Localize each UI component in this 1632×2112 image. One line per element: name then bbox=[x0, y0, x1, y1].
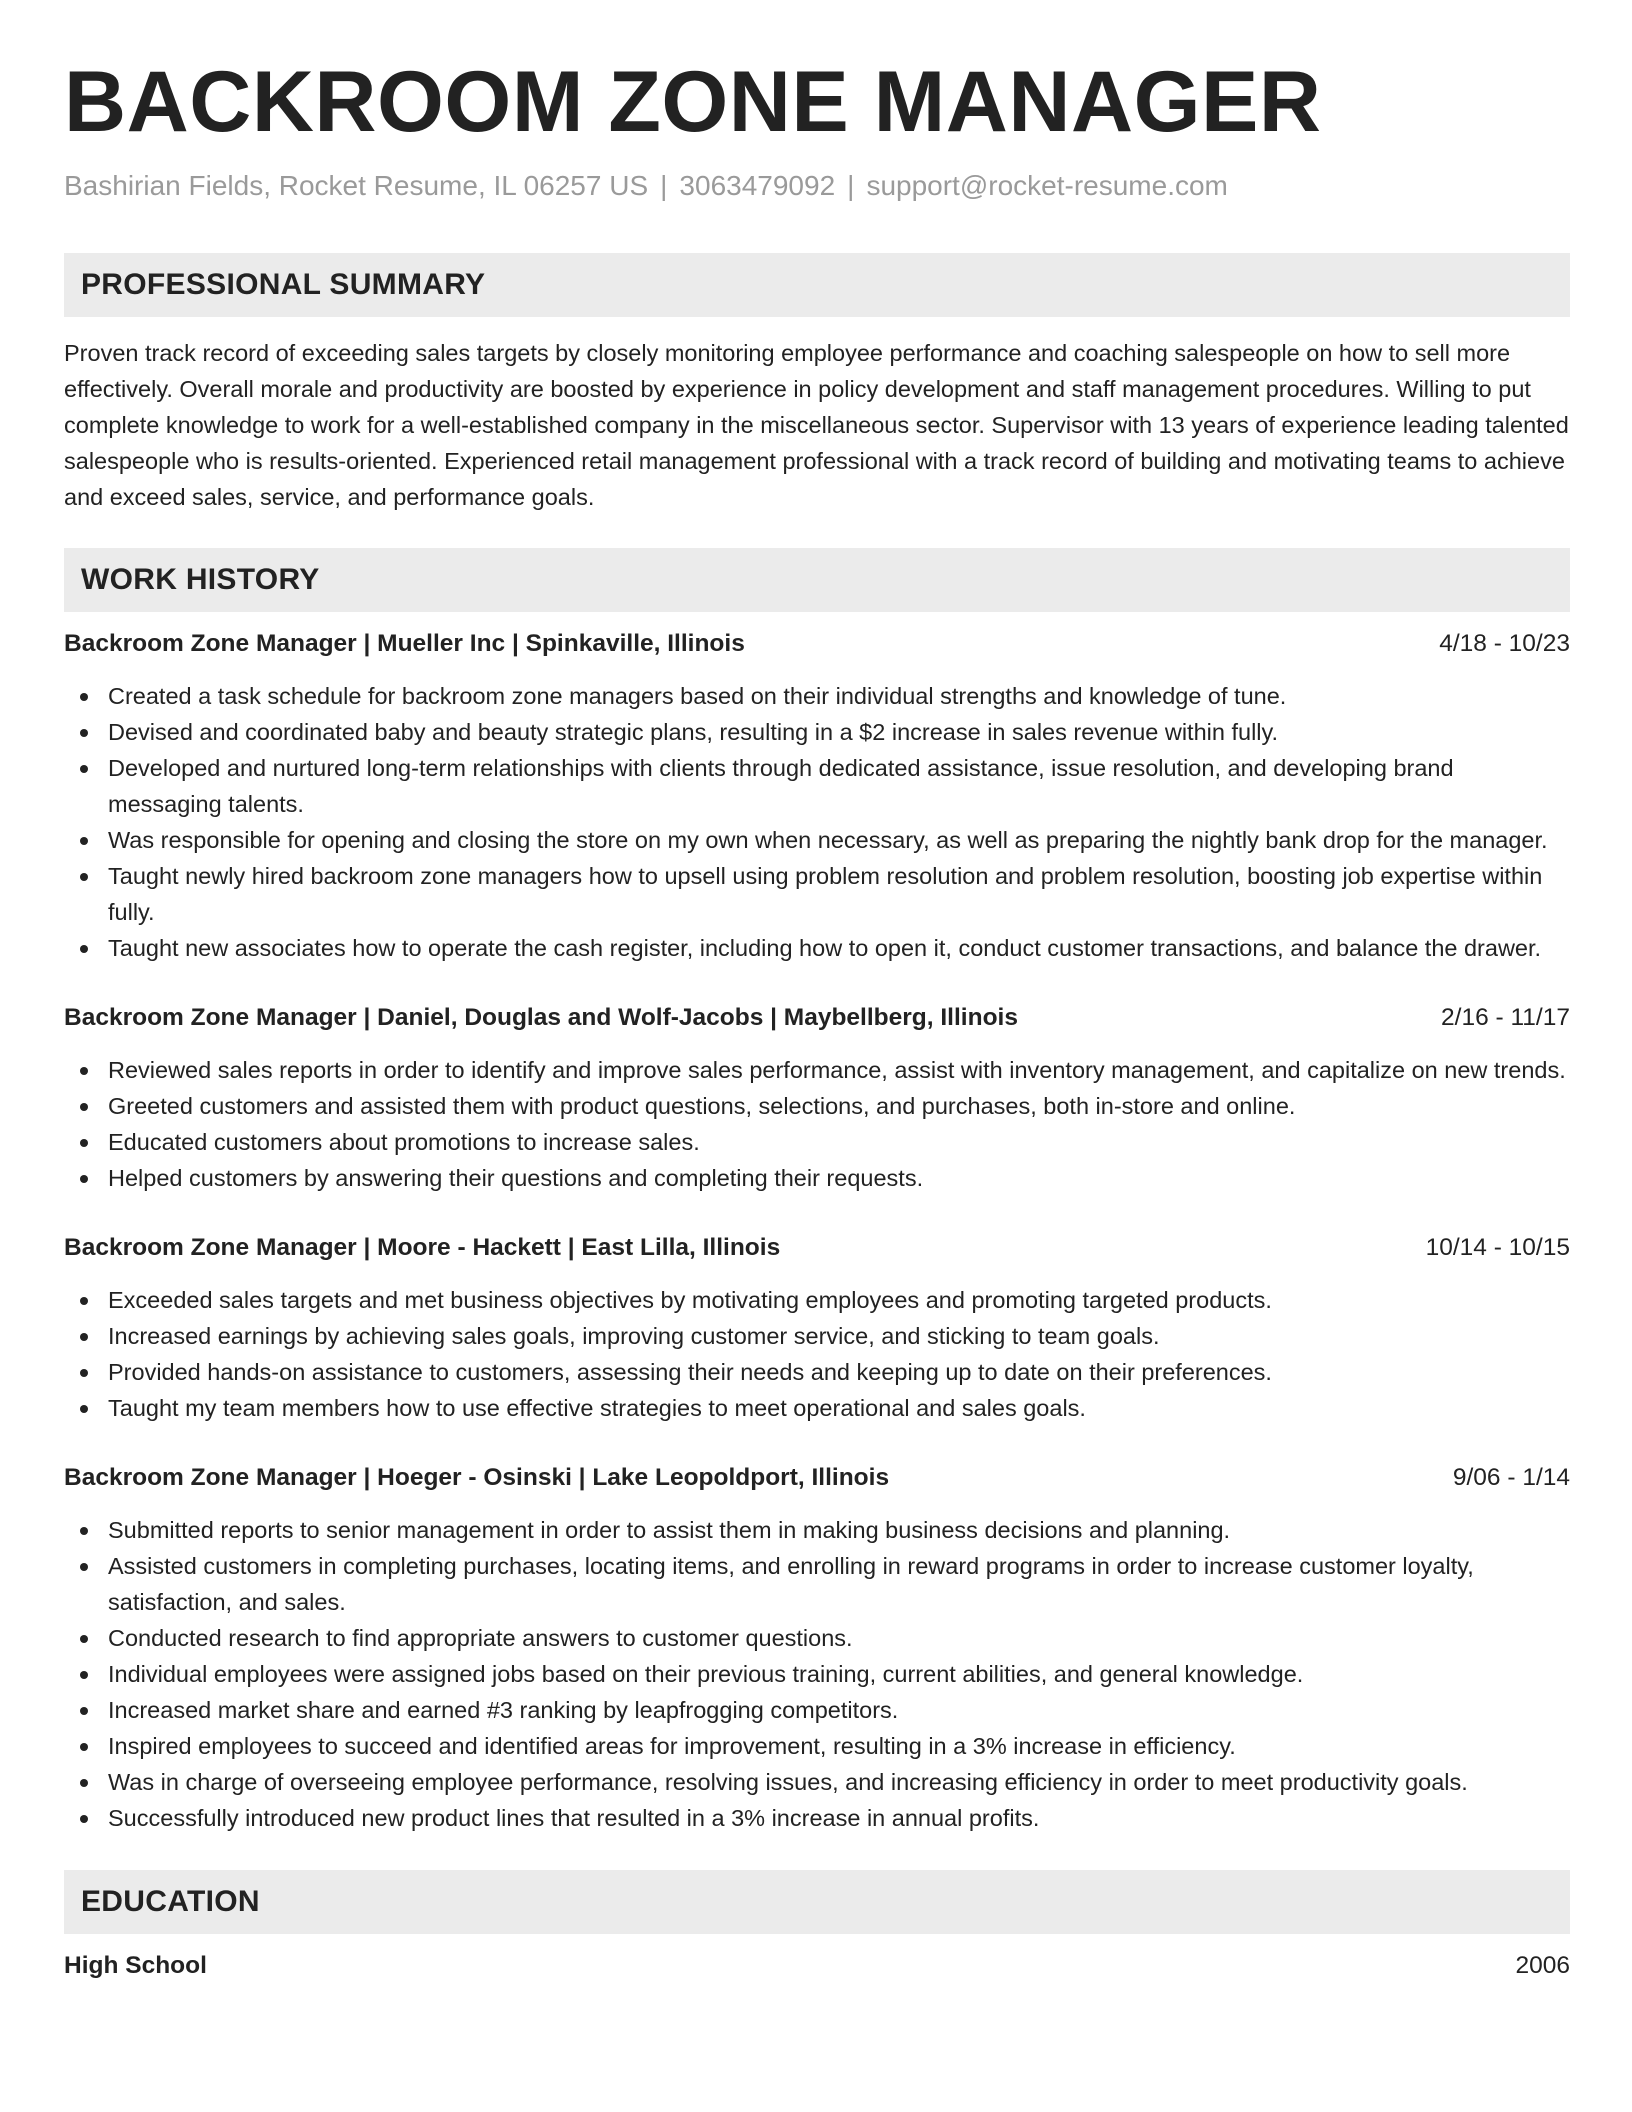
job-header bbox=[64, 1000, 1570, 1036]
contact-phone: 3063479092 bbox=[679, 170, 836, 201]
job-entry bbox=[64, 1000, 1570, 1196]
job-entry bbox=[64, 626, 1570, 966]
job-dates: 2/16 - 11/17 bbox=[1441, 1004, 1570, 1031]
job-bullet-list bbox=[64, 1052, 1570, 1196]
job-entry bbox=[64, 1460, 1570, 1836]
job-bullet: Successfully introduced new product lines that resulted in a 3% increase in annual profits. bbox=[64, 1800, 1570, 1836]
contact-separator: | bbox=[847, 170, 855, 201]
job-bullet: Conducted research to find appropriate answers to customer questions. bbox=[64, 1620, 1570, 1656]
job-dates: 10/14 - 10/15 bbox=[1425, 1234, 1570, 1261]
job-bullet: Individual employees were assigned jobs based on their previous training, current abilities, and general knowledge. bbox=[64, 1656, 1570, 1692]
job-dates: 4/18 - 10/23 bbox=[1439, 630, 1570, 657]
job-bullet: Submitted reports to senior management in order to assist them in making business decisions and planning. bbox=[64, 1512, 1570, 1548]
job-bullet: Developed and nurtured long-term relationships with clients through dedicated assistance, issue resolution, and developing brand messaging talents. bbox=[64, 750, 1570, 822]
job-entry bbox=[64, 1230, 1570, 1426]
job-bullet: Provided hands-on assistance to customers, assessing their needs and keeping up to date on their preferences. bbox=[64, 1354, 1570, 1390]
job-bullet: Helped customers by answering their questions and completing their requests. bbox=[64, 1160, 1570, 1196]
job-bullet-list bbox=[64, 1282, 1570, 1426]
education-section-title: EDUCATION bbox=[81, 1885, 260, 1918]
summary-section-header bbox=[64, 253, 1570, 317]
education-entry bbox=[64, 1948, 1570, 1984]
job-bullet: Assisted customers in completing purchases, locating items, and enrolling in reward programs in order to increase customer loyalty, satisfaction, and sales. bbox=[64, 1548, 1570, 1620]
job-bullet: Exceeded sales targets and met business objectives by motivating employees and promoting targeted products. bbox=[64, 1282, 1570, 1318]
education-section-header bbox=[64, 1870, 1570, 1934]
job-header bbox=[64, 1230, 1570, 1266]
job-bullet: Increased market share and earned #3 ranking by leapfrogging competitors. bbox=[64, 1692, 1570, 1728]
education-degree: High School bbox=[64, 1952, 207, 1979]
job-bullet-list bbox=[64, 678, 1570, 966]
work-section-title: WORK HISTORY bbox=[81, 563, 320, 596]
job-dates: 9/06 - 1/14 bbox=[1452, 1464, 1570, 1491]
job-bullet: Reviewed sales reports in order to identify and improve sales performance, assist with inventory management, and capitalize on new trends. bbox=[64, 1052, 1570, 1088]
job-bullet: Educated customers about promotions to increase sales. bbox=[64, 1124, 1570, 1160]
job-bullet: Was responsible for opening and closing the store on my own when necessary, as well as preparing the nightly bank drop for the manager. bbox=[64, 822, 1570, 858]
job-bullet: Greeted customers and assisted them with product questions, selections, and purchases, both in-store and online. bbox=[64, 1088, 1570, 1124]
contact-line bbox=[64, 168, 1570, 204]
job-header bbox=[64, 626, 1570, 662]
contact-email: support@rocket-resume.com bbox=[866, 170, 1228, 201]
job-bullet: Inspired employees to succeed and identified areas for improvement, resulting in a 3% increase in efficiency. bbox=[64, 1728, 1570, 1764]
job-bullet: Taught new associates how to operate the cash register, including how to open it, conduct customer transactions, and balance the drawer. bbox=[64, 930, 1570, 966]
candidate-name: BACKROOM ZONE MANAGER bbox=[64, 54, 1322, 150]
job-bullet: Taught newly hired backroom zone managers how to upsell using problem resolution and problem resolution, boosting job expertise within fully. bbox=[64, 858, 1570, 930]
job-bullet: Created a task schedule for backroom zone managers based on their individual strengths and knowledge of tune. bbox=[64, 678, 1570, 714]
job-bullet-list bbox=[64, 1512, 1570, 1836]
resume-page bbox=[64, 52, 1570, 1984]
job-header bbox=[64, 1460, 1570, 1496]
job-heading: Backroom Zone Manager | Hoeger - Osinski | Lake Leopoldport, Illinois bbox=[64, 1464, 890, 1491]
job-bullet: Devised and coordinated baby and beauty strategic plans, resulting in a $2 increase in sales revenue within fully. bbox=[64, 714, 1570, 750]
job-heading: Backroom Zone Manager | Moore - Hackett | East Lilla, Illinois bbox=[64, 1234, 781, 1261]
job-bullet: Increased earnings by achieving sales goals, improving customer service, and sticking to team goals. bbox=[64, 1318, 1570, 1354]
job-bullet: Was in charge of overseeing employee performance, resolving issues, and increasing efficiency in order to meet productivity goals. bbox=[64, 1764, 1570, 1800]
summary-section-title: PROFESSIONAL SUMMARY bbox=[81, 268, 486, 301]
education-year: 2006 bbox=[1515, 1952, 1570, 1979]
summary-text: Proven track record of exceeding sales targets by closely monitoring employee performance and coaching salespeople on how to sell more effectively. Overall morale and productivity are boosted by experience in policy development and staff management procedures. Willing to put complete knowledge to work for a well-established company in the miscellaneous sector. Supervisor with 13 years of experience leading talented salespeople who is results-oriented. Experienced retail management professional with a track record of building and motivating teams to achieve and exceed sales, service, and performance goals. bbox=[64, 340, 1569, 510]
job-heading: Backroom Zone Manager | Daniel, Douglas and Wolf-Jacobs | Maybellberg, Illinois bbox=[64, 1004, 1018, 1031]
contact-separator: | bbox=[660, 170, 668, 201]
job-bullet: Taught my team members how to use effective strategies to meet operational and sales goals. bbox=[64, 1390, 1570, 1426]
work-section-header bbox=[64, 548, 1570, 612]
contact-address: Bashirian Fields, Rocket Resume, IL 06257 US bbox=[64, 170, 649, 201]
job-heading: Backroom Zone Manager | Mueller Inc | Spinkaville, Illinois bbox=[64, 630, 745, 657]
